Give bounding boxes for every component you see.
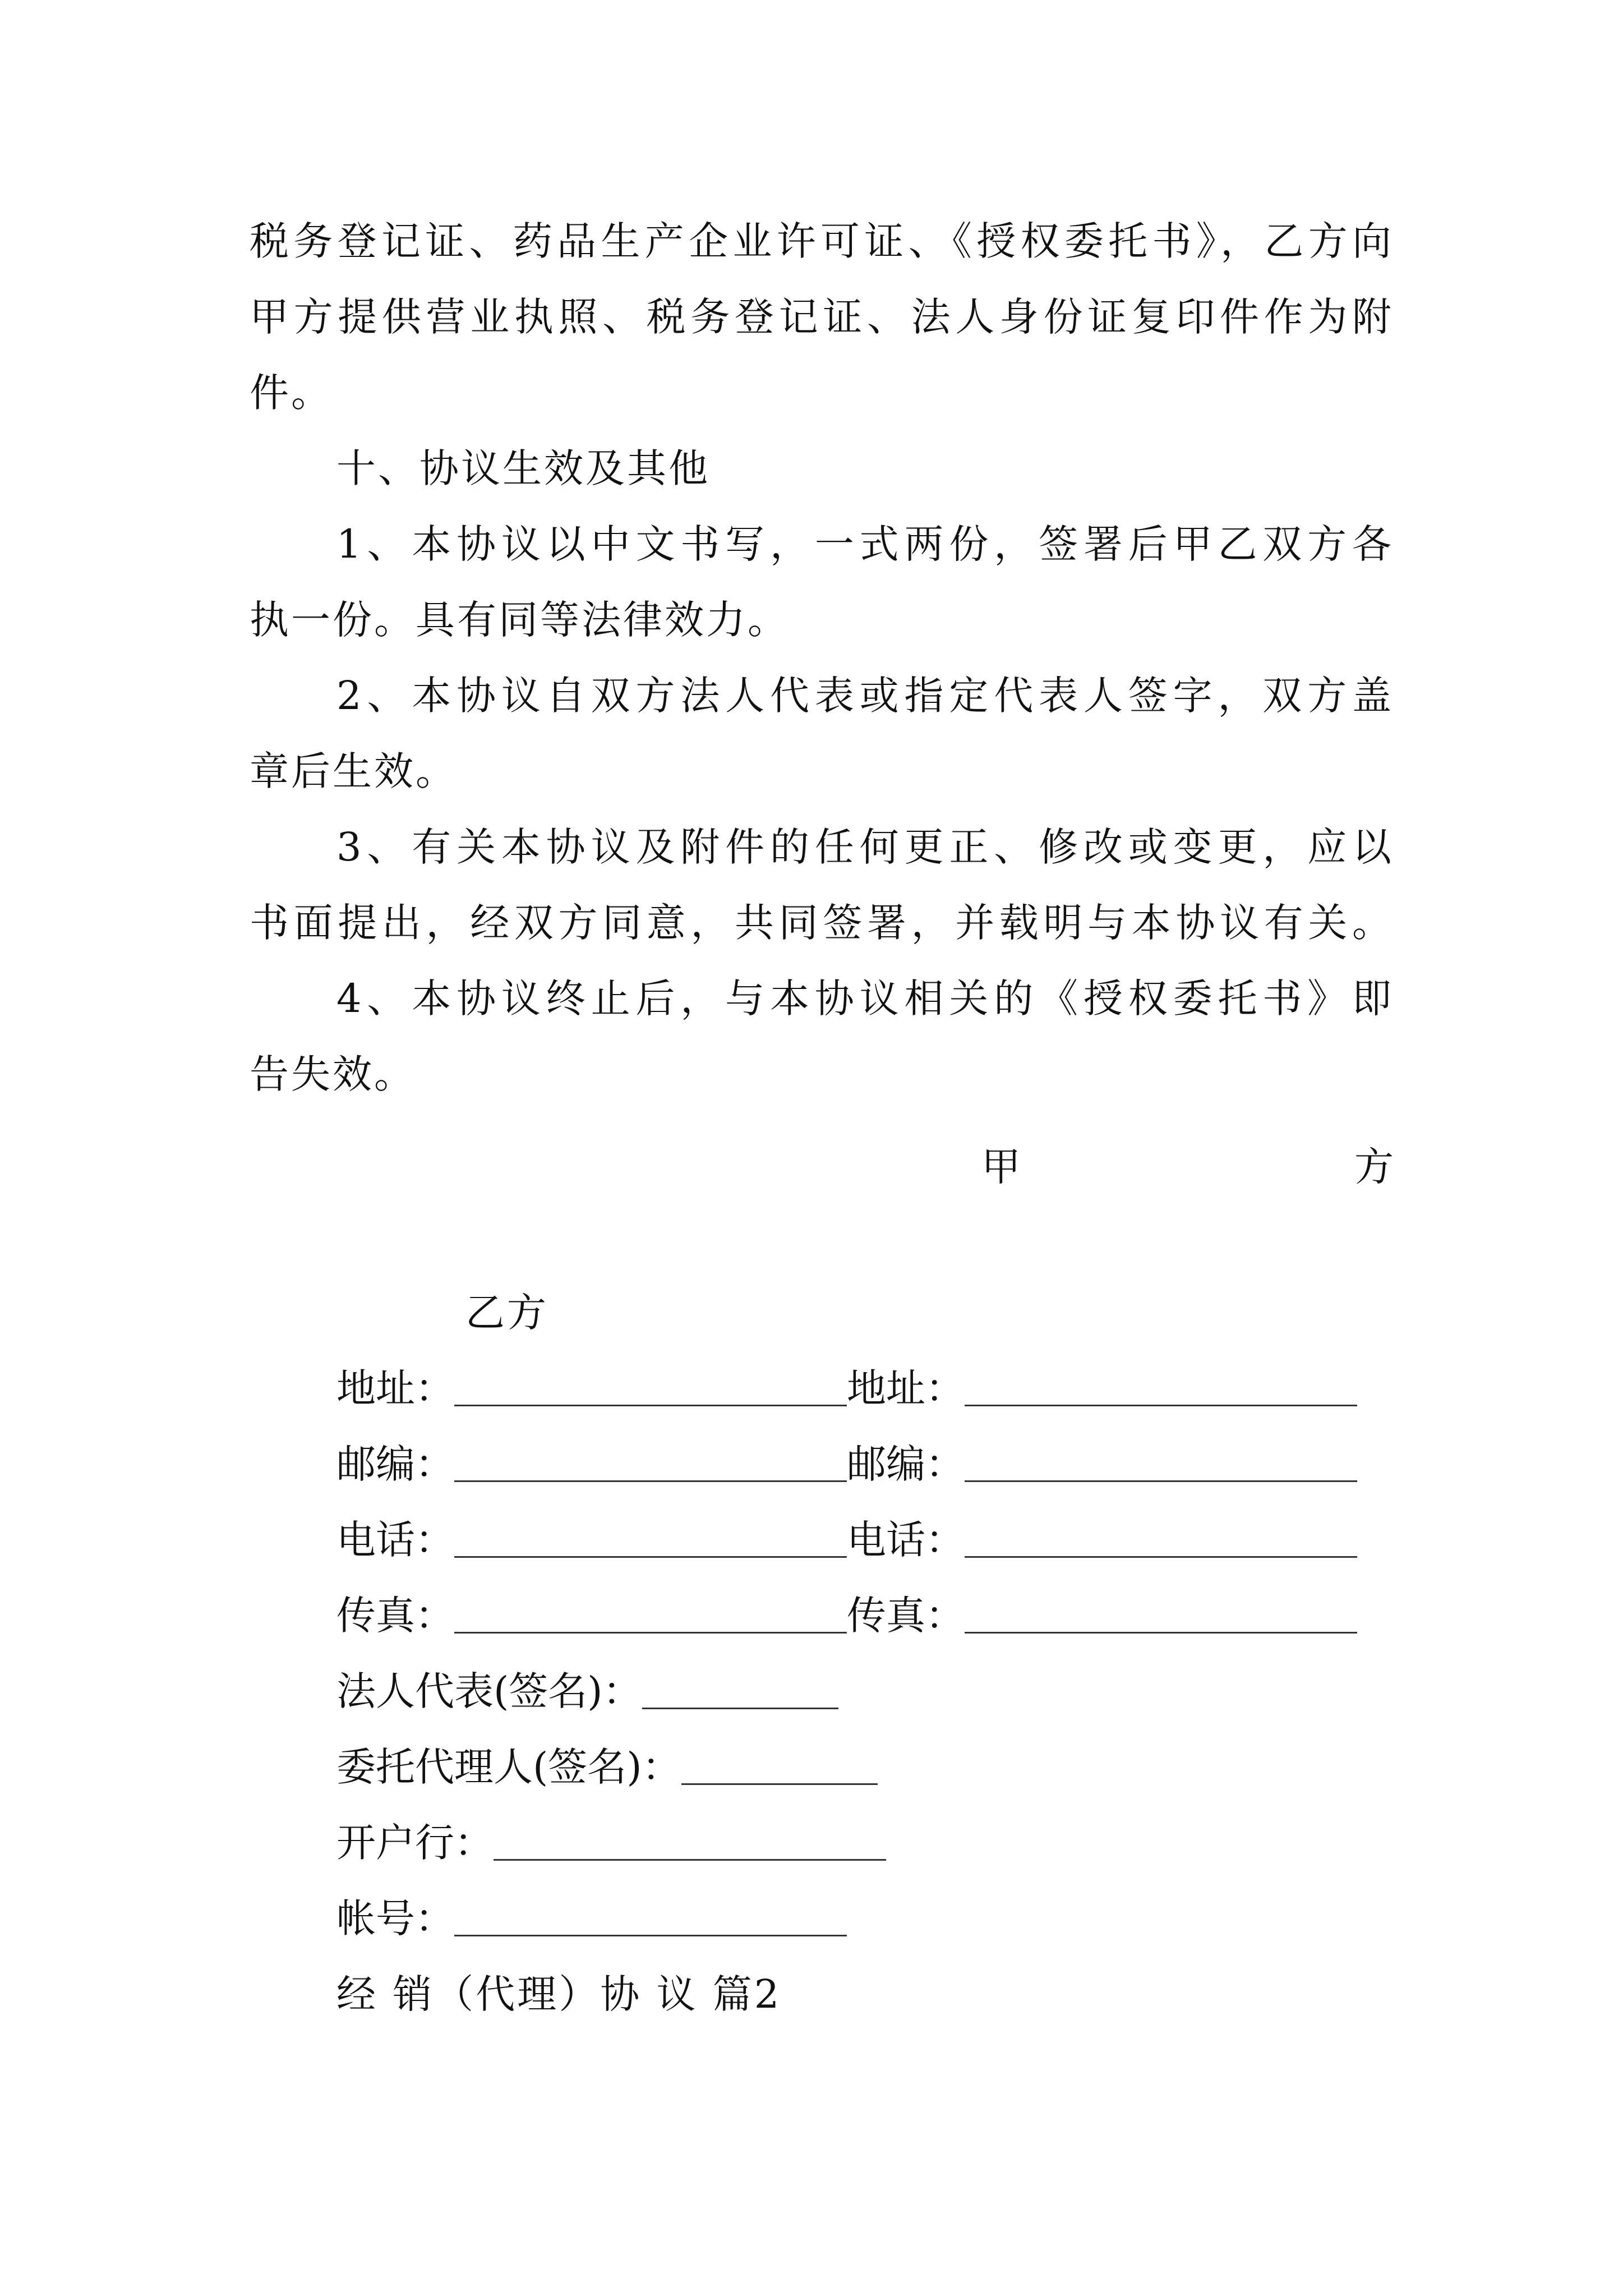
bank-label: 开户行： bbox=[336, 1820, 494, 1866]
clause-line: 1、本协议以中文书写，一式两份，签署后甲乙双方各 bbox=[336, 521, 1394, 567]
fax-label: 传真： bbox=[336, 1593, 454, 1639]
postcode-row bbox=[336, 1436, 1357, 1492]
agent-label: 委托代理人(签名)： bbox=[336, 1744, 681, 1790]
fax-label: 传真： bbox=[847, 1593, 965, 1639]
party-b-label: 乙方 bbox=[465, 1290, 548, 1336]
account-label: 帐号： bbox=[336, 1895, 454, 1941]
paragraph-line: 税务登记证、药品生产企业许可证、《授权委托书》，乙方向 bbox=[250, 218, 1394, 264]
clause-line: 章后生效。 bbox=[250, 748, 457, 794]
account-field[interactable] bbox=[454, 1900, 847, 1936]
address-field-b[interactable] bbox=[965, 1370, 1357, 1406]
address-label: 地址： bbox=[847, 1365, 965, 1411]
clause-line: 4、本协议终止后，与本协议相关的《授权委托书》即 bbox=[336, 976, 1394, 1022]
phone-label: 电话： bbox=[847, 1517, 965, 1563]
phone-row bbox=[336, 1512, 1357, 1568]
party-a-label bbox=[981, 1139, 1394, 1195]
account-row bbox=[336, 1890, 847, 1947]
phone-label: 电话： bbox=[336, 1517, 454, 1563]
section-heading: 十、协议生效及其他 bbox=[336, 445, 710, 491]
fax-field-a[interactable] bbox=[454, 1597, 847, 1634]
clause-line: 书面提出，经双方同意，共同签署，并载明与本协议有关。 bbox=[250, 900, 1394, 946]
clause-line: 执一份。具有同等法律效力。 bbox=[250, 597, 789, 643]
party-a-char-1: 甲 bbox=[981, 1144, 1021, 1190]
fax-row bbox=[336, 1588, 1357, 1644]
next-section-title: 经 销（代理）协 议 篇2 bbox=[336, 1971, 782, 2017]
postcode-label: 邮编： bbox=[336, 1441, 454, 1487]
agent-field[interactable] bbox=[681, 1749, 878, 1785]
agent-row bbox=[336, 1739, 878, 1795]
postcode-field-a[interactable] bbox=[454, 1446, 847, 1482]
postcode-label: 邮编： bbox=[847, 1441, 965, 1487]
paragraph-line: 甲方提供营业执照、税务登记证、法人身份证复印件作为附 bbox=[250, 294, 1394, 340]
address-field-a[interactable] bbox=[454, 1370, 847, 1406]
party-a-char-2: 方 bbox=[1354, 1144, 1394, 1190]
legal-rep-label: 法人代表(签名)： bbox=[336, 1668, 642, 1714]
phone-field-a[interactable] bbox=[454, 1521, 847, 1558]
paragraph-line: 件。 bbox=[250, 370, 333, 416]
bank-row bbox=[336, 1815, 886, 1871]
fax-field-b[interactable] bbox=[965, 1597, 1357, 1634]
clause-line: 告失效。 bbox=[250, 1051, 416, 1097]
legal-rep-field[interactable] bbox=[642, 1673, 838, 1709]
phone-field-b[interactable] bbox=[965, 1521, 1357, 1558]
legal-rep-row bbox=[336, 1663, 838, 1719]
address-row bbox=[336, 1360, 1357, 1416]
bank-field[interactable] bbox=[494, 1824, 886, 1861]
clause-line: 2、本协议自双方法人代表或指定代表人签字，双方盖 bbox=[336, 673, 1394, 719]
clause-line: 3、有关本协议及附件的任何更正、修改或变更，应以 bbox=[336, 824, 1394, 870]
address-label: 地址： bbox=[336, 1365, 454, 1411]
postcode-field-b[interactable] bbox=[965, 1446, 1357, 1482]
